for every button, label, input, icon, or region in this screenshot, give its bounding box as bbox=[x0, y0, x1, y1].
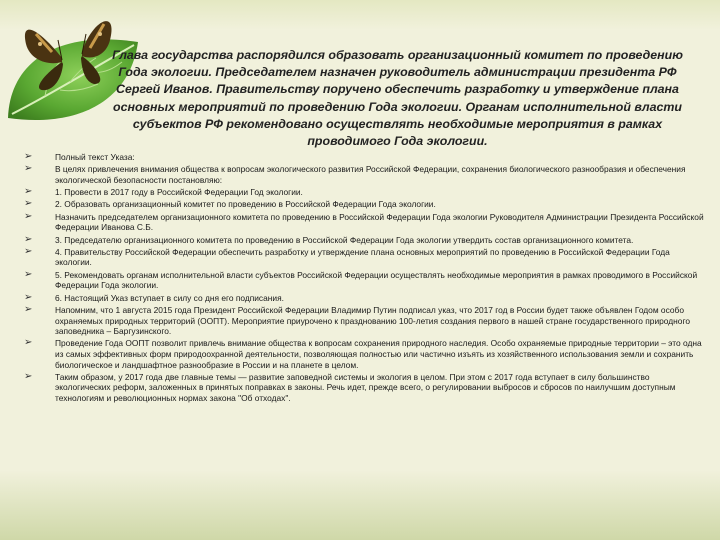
arrowhead-bullet-icon: ➢ bbox=[24, 291, 33, 303]
list-item-text: Полный текст Указа: bbox=[55, 152, 135, 162]
arrowhead-bullet-icon: ➢ bbox=[24, 303, 33, 315]
arrowhead-bullet-icon: ➢ bbox=[24, 198, 33, 210]
arrowhead-bullet-icon: ➢ bbox=[24, 245, 33, 257]
list-item bbox=[24, 187, 704, 198]
slide-title: Глава государства распорядился образовать организационный комитет по проведению Года экологии. Председателем назначен руководитель администрации президента РФ Сергей Иванов. Правительству поручено обеспечить разработку и утверждение плана основных мероприятий по проведению Года экологии. Органам исполнительной власти субъектов РФ рекомендовано осуществлять необходимые мероприятия в рамках проводимого Года экологии. bbox=[112, 48, 683, 149]
list-item bbox=[24, 235, 704, 246]
list-item bbox=[24, 293, 704, 304]
list-item-text: 5. Рекомендовать органам исполнительной власти субъектов Российской Федерации осуществлять необходимые мероприятия в рамках проводимого в Российской Федерации Года экологии. bbox=[55, 269, 698, 291]
list-item bbox=[24, 199, 704, 210]
arrowhead-bullet-icon: ➢ bbox=[24, 210, 33, 222]
list-item-text: 4. Правительству Российской Федерации обеспечить разработку и утверждение плана основных мероприятий по проведению в Российской Федерации Года экологии. bbox=[55, 246, 670, 268]
list-item bbox=[24, 152, 704, 163]
arrowhead-bullet-icon: ➢ bbox=[24, 151, 33, 162]
list-item bbox=[24, 338, 704, 370]
list-item bbox=[24, 212, 704, 233]
list-item bbox=[24, 372, 704, 404]
list-item-text: Проведение Года ООПТ позволит привлечь внимание общества к вопросам сохранения природного наследия. Особо охраняемые природные территории – это одна из самых эффективных форм природоохранной деятельности, позволяющая полностью или частично изъять из хозяйственного использования земли и сохранить биологическое и ландшафтное разнообразие в России и на планете в целом. bbox=[55, 338, 702, 370]
list-item-text: 3. Председателю организационного комитета по проведению в Российской Федерации Года экологии утвердить состав организационного комитета. bbox=[55, 234, 634, 245]
decree-text-list bbox=[24, 152, 704, 405]
list-item-text: 1. Провести в 2017 году в Российской Федерации Год экологии. bbox=[55, 187, 303, 198]
arrowhead-bullet-icon: ➢ bbox=[24, 370, 33, 382]
arrowhead-bullet-icon: ➢ bbox=[24, 186, 33, 198]
arrowhead-bullet-icon: ➢ bbox=[24, 163, 33, 175]
list-item-text: Назначить председателем организационного комитета по проведению в Российской Федерации Года экологии Руководителя Администрации Президента Российской Федерации Иванова С.Б. bbox=[55, 211, 704, 233]
list-item bbox=[24, 305, 704, 337]
list-item bbox=[24, 164, 704, 185]
arrowhead-bullet-icon: ➢ bbox=[24, 268, 33, 280]
list-item-text: 2. Образовать организационный комитет по проведению в Российской Федерации Года экологии. bbox=[55, 199, 436, 210]
list-item-text: 6. Настоящий Указ вступает в силу со дня его подписания. bbox=[55, 292, 284, 303]
background-bottom-gradient bbox=[0, 470, 720, 540]
arrowhead-bullet-icon: ➢ bbox=[24, 337, 33, 349]
list-item-text: В целях привлечения внимания общества к вопросам экологического развития Российской Федерации, сохранения биологического разнообразия и обеспечения экологической безопасности постановляю: bbox=[55, 164, 686, 185]
list-item-text: Таким образом, у 2017 года две главные темы — развитие заповедной системы и экология в целом. При этом с 2017 года вступает в силу большинство экологических реформ, заложенных в принятых поправках в законы. Речь идет, прежде всего, о регулировании выбросов и сбросов по наилучшим доступным технологиям и революционных нормах закона "Об отходах". bbox=[55, 371, 676, 404]
list-item-text: Напомним, что 1 августа 2015 года Президент Российской Федерации Владимир Путин подписал указ, что 2017 год в России будет также объявлен Годом особо охраняемых природных территорий (ООПТ). Мероприятие приурочено к празднованию 100-летия создания первого в нашей стране государственного природного заповедника – Баргузинского. bbox=[55, 304, 690, 337]
list-item bbox=[24, 247, 704, 268]
arrowhead-bullet-icon: ➢ bbox=[24, 233, 33, 245]
list-item bbox=[24, 270, 704, 291]
